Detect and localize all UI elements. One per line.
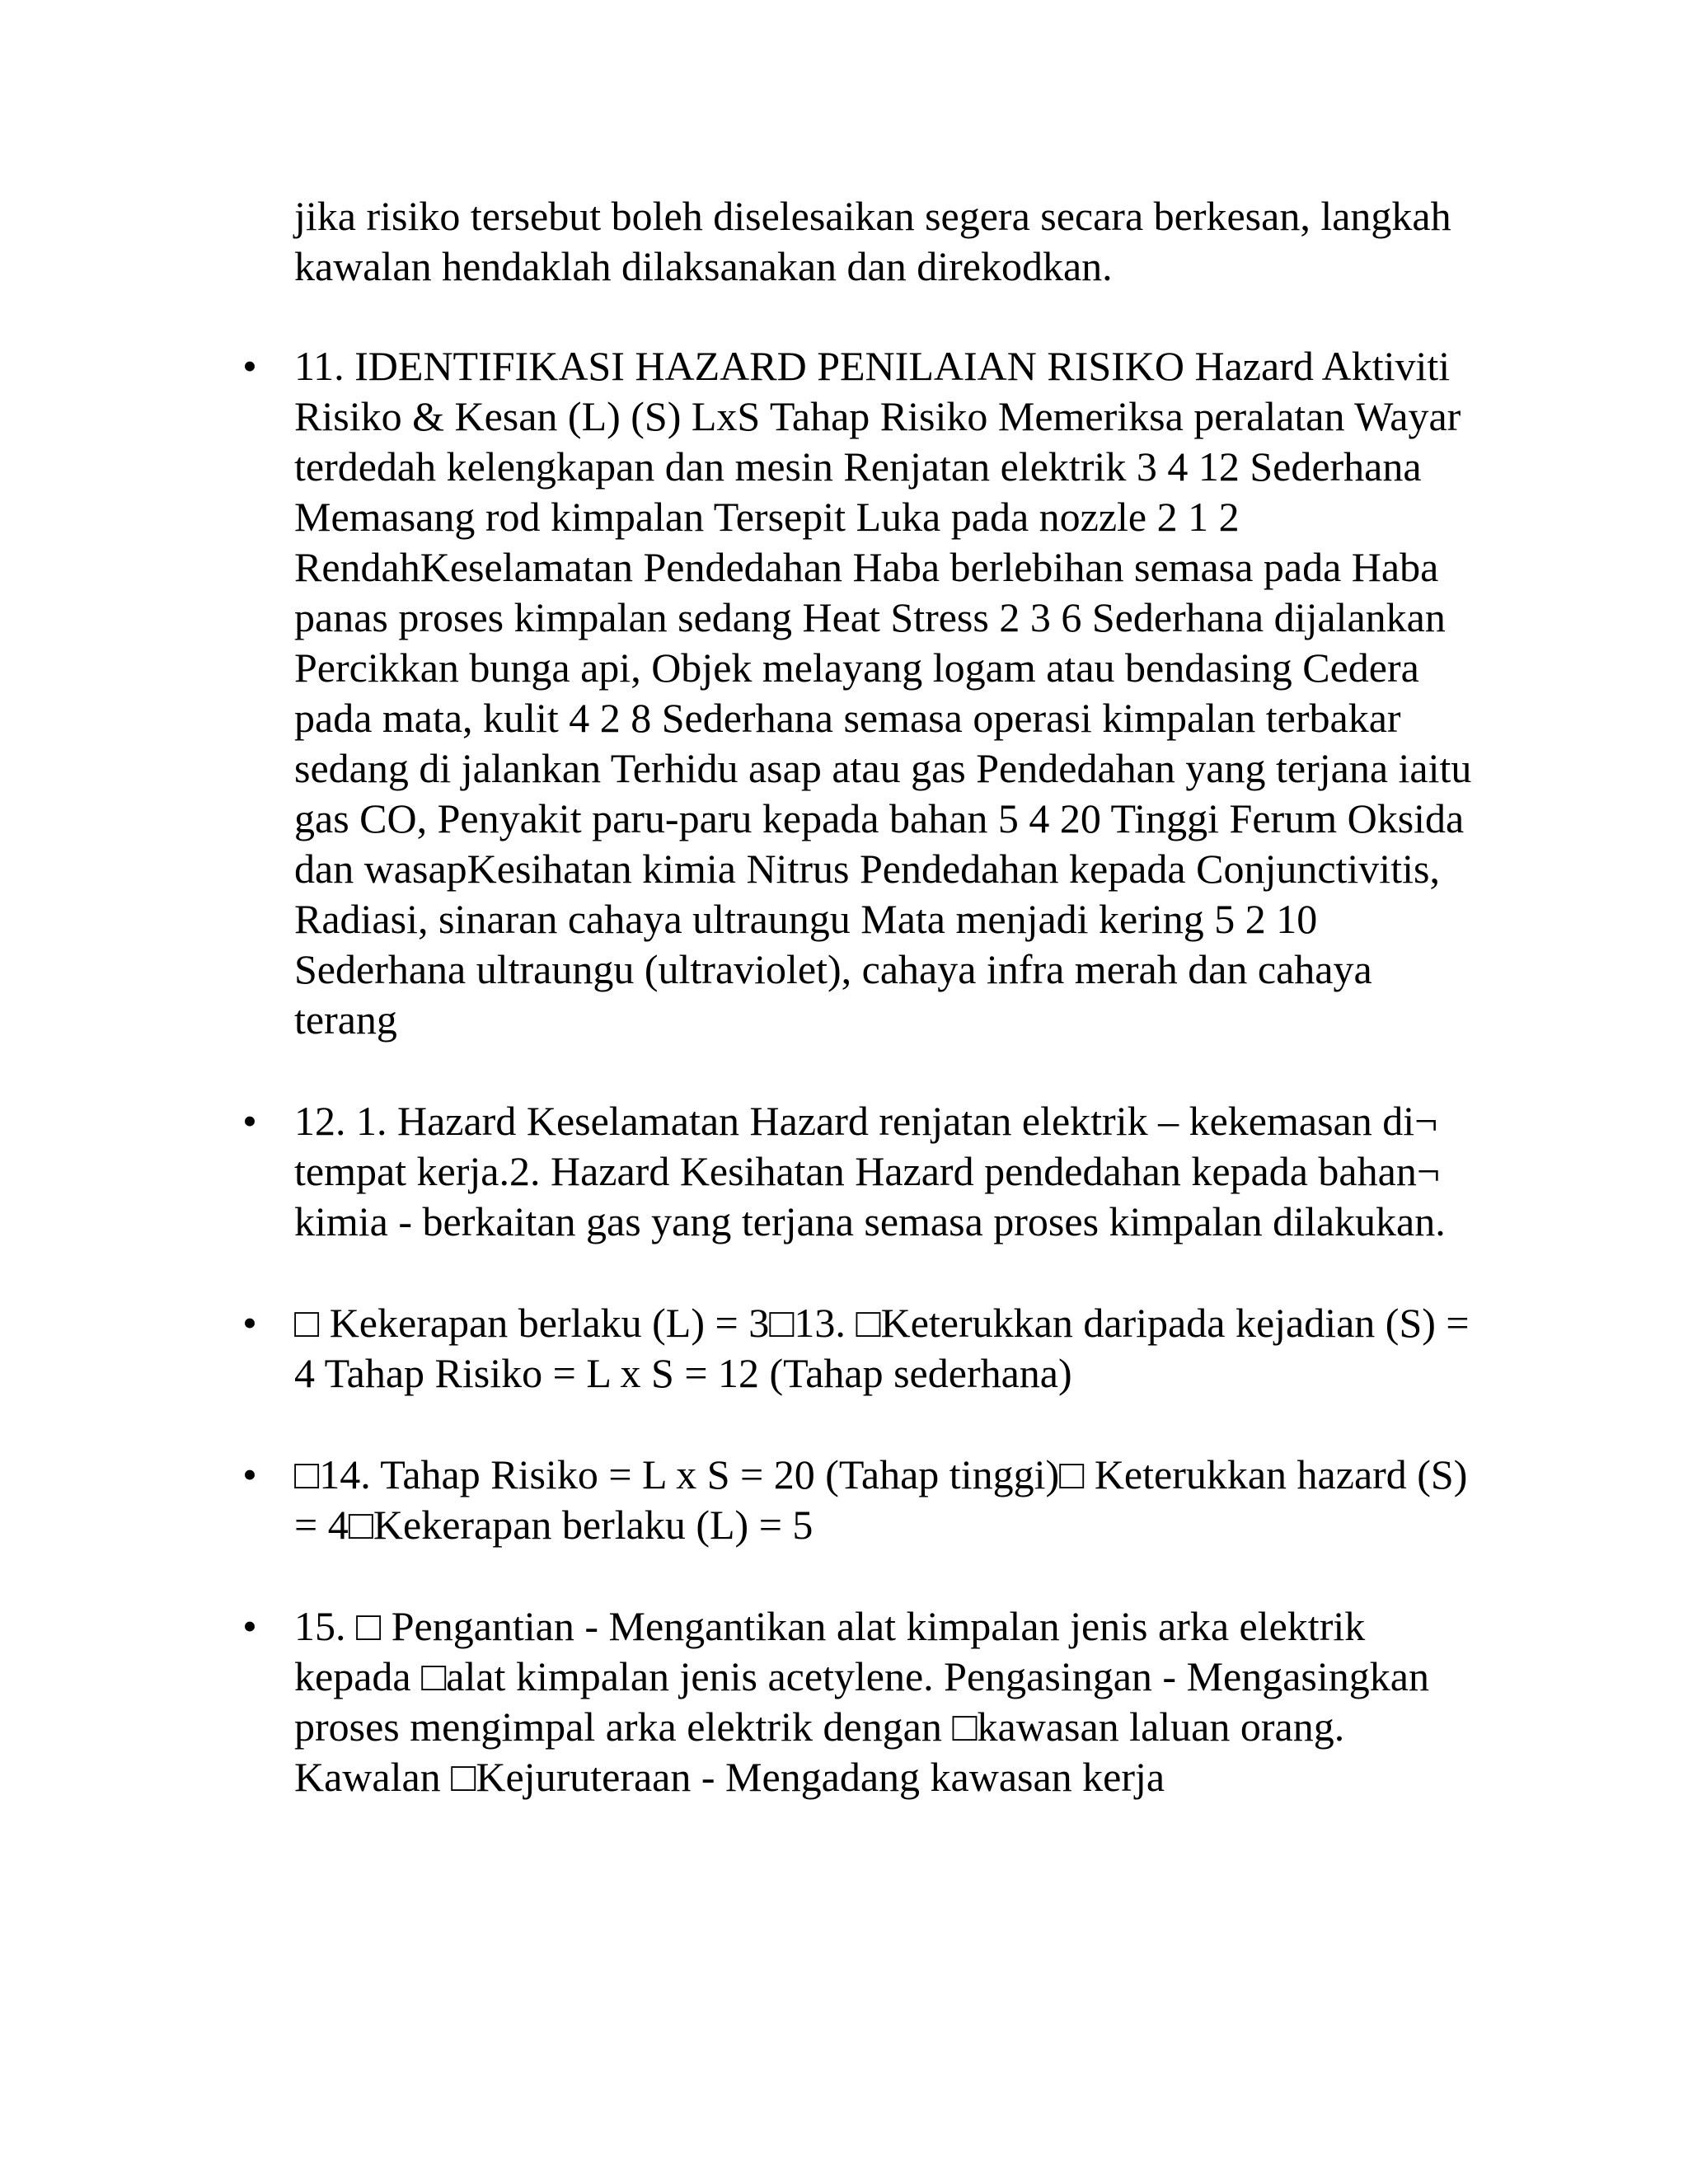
list-item-text: 15. □ Pengantian - Mengantikan alat kimpalan jenis arka elektrik kepada □alat kimpalan jenis acetylene. Pengasingan - Mengasingkan proses mengimpal arka elektrik dengan □kawasan laluan orang. Kawalan □Kejuruteraan - Mengadang kawasan kerja — [294, 1603, 1429, 1800]
list-item-14 — [242, 1450, 1481, 1550]
document-body — [242, 191, 1481, 1854]
list-item-text: 12. 1. Hazard Keselamatan Hazard renjatan elektrik – kekemasan di¬ tempat kerja.2. Hazard Kesihatan Hazard pendedahan kepada bahan¬ kimia - berkaitan gas yang terjana semasa proses kimpalan dilakukan. — [294, 1098, 1446, 1244]
bullet-icon: • — [242, 1098, 257, 1144]
bullet-icon: • — [242, 1300, 257, 1346]
list-item-text: □14. Tahap Risiko = L x S = 20 (Tahap tinggi)□ Keterukkan hazard (S) = 4□Kekerapan berlaku (L) = 5 — [294, 1451, 1468, 1548]
list-item-13 — [242, 1298, 1481, 1399]
intro-paragraph: jika risiko tersebut boleh diselesaikan segera secara berkesan, langkah kawalan hendaklah dilaksanakan dan direkodkan. — [294, 193, 1451, 289]
bullet-icon: • — [242, 1451, 257, 1497]
list-item-12 — [242, 1096, 1481, 1247]
bullet-icon: • — [242, 1603, 257, 1649]
list-item-11 — [242, 341, 1481, 1045]
bullet-icon: • — [242, 343, 257, 389]
bullet-list — [242, 341, 1481, 1802]
list-item-text: □ Kekerapan berlaku (L) = 3□13. □Keterukkan daripada kejadian (S) = 4 Tahap Risiko = L x S = 12 (Tahap sederhana) — [294, 1300, 1470, 1396]
list-item-15 — [242, 1601, 1481, 1802]
list-item-text: 11. IDENTIFIKASI HAZARD PENILAIAN RISIKO Hazard Aktiviti Risiko & Kesan (L) (S) LxS Tahap Risiko Memeriksa peralatan Wayar terdedah kelengkapan dan mesin Renjatan elektrik 3 4 12 Sederhana Memasang rod kimpalan Tersepit Luka pada nozzle 2 1 2 RendahKeselamatan Pendedahan Haba berlebihan semasa pada Haba panas proses kimpalan sedang Heat Stress 2 3 6 Sederhana dijalankan Percikkan bunga api, Objek melayang logam atau bendasing Cedera pada mata, kulit 4 2 8 Sederhana semasa operasi kimpalan terbakar sedang di jalankan Terhidu asap atau gas Pendedahan yang terjana iaitu gas CO, Penyakit paru-paru kepada bahan 5 4 20 Tinggi Ferum Oksida dan wasapKesihatan kimia Nitrus Pendedahan kepada Conjunctivitis, Radiasi, sinaran cahaya ultraungu Mata menjadi kering 5 2 10 Sederhana ultraungu (ultraviolet), cahaya infra merah dan cahaya terang — [294, 343, 1472, 1043]
